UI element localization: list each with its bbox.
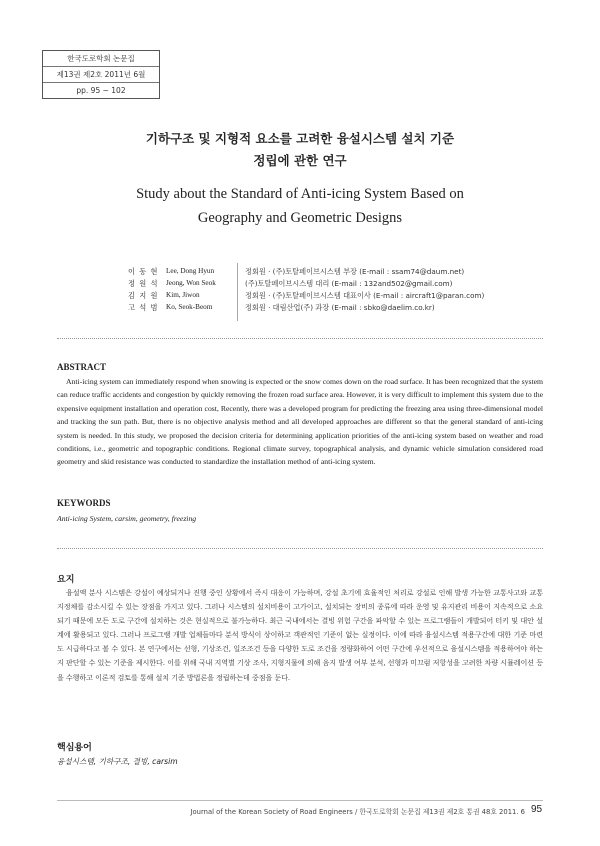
title-korean-line1: 기하구조 및 지형적 요소를 고려한 융설시스템 설치 기준 bbox=[145, 131, 455, 146]
korean-keywords-heading: 핵심용어 bbox=[57, 743, 92, 753]
author-name-ko: 정 원 석 bbox=[128, 279, 159, 288]
keywords-heading: KEYWORDS bbox=[57, 498, 111, 508]
journal-pages: pp. 95 ~ 102 bbox=[43, 82, 159, 98]
author-affiliation: 정회원 · 대림산업(주) 과장 (E-mail : sbko@daelim.co.kr) bbox=[245, 303, 435, 312]
title-english-line1: Study about the Standard of Anti-icing System Based on bbox=[136, 186, 464, 202]
author-name-en: Jeong, Won Seok bbox=[166, 279, 216, 287]
author-name-en: Lee, Dong Hyun bbox=[166, 267, 215, 275]
author-name-ko: 고 석 범 bbox=[128, 303, 159, 312]
page-number: 95 bbox=[531, 804, 543, 815]
author-name-en: Kim, Jiwon bbox=[166, 291, 200, 299]
title-korean-line2: 정립에 관한 연구 bbox=[253, 153, 347, 168]
author-affiliation: (주)토탈페이브시스템 대리 (E-mail : 132and502@gmail.com) bbox=[245, 279, 453, 288]
korean-keywords-text: 융설시스템, 기하구조, 결빙, carsim bbox=[57, 757, 178, 766]
yoji-text: 융설액 분사 시스템은 강설이 예상되거나 진행 중인 상황에서 즉시 대응이 가능하며, 강설 초기에 효율적인 처리로 강설로 인해 발생 가능한 교통사고와 교통 지정체를 감소시킬 수 있는 장점을 가지고 있다. 그러나 시스템의 설치비용이 고가이고, 설치되는 장비의 종류에 따라 운영 및 유지관리 비용이 지속적으로 소요되기 때문에 모든 도로 구간에 설치하는 것은 현실적으로 불가능하다. 최근 국내에서는 결빙 위험 구간을 파악할 수 있는 프로그램들이 개발되어 터키 및 대안 설계에 활용되고 있다. 그러나 프로그램 개발 업체들마다 분석 방식이 상이하고 객관적인 기준이 없는 실정이다. 이에 따라 융설시스템 적용구간에 대한 기준 마련도 시급하다고 볼 수 있다. 본 연구에서는 선형, 기상조건, 일조조건 등을 다양한 도로 조건을 정량화하여 어떤 구간에 우선적으로 융설시스템을 적용하여야 하는지 판단할 수 있는 기준을 제시한다. 이를 위해 국내 지역별 기상 조사, 지형지물에 의해 음지 발생 여부 분석, 선형과 미끄럼 저항성을 고려한 차량 시뮬레이션 등을 수행하고 이론적 검토를 통해 설치 기준 방법론을 정립하는데 중점을 둔다. bbox=[57, 588, 543, 682]
author-affiliation: 정회원 · (주)토탈페이브시스템 부장 (E-mail : ssam74@daum.net) bbox=[245, 267, 465, 276]
abstract-text: Anti-icing system can immediately respond when snowing is expected or the snow comes down on the road surface. It has been recognized that the system can reduce traffic accidents and congestion by quickly removing the frozen road surface area. However, it is very difficult to implement this system due to the expensive equipment installation and operation cost, Recently, there was a developed program for predicting the freezing area using three-dimensional model and tracking the sun path. But, there is no objective analysis method and all developed approaches are different so that the general standard of anti-icing system is needed. In this study, we proposed the decision criteria for determining application priorities of the anti-icing system based on weather and road conditions, i.e., geometric and topographic conditions. Regional climate survey, topographical analysis, and dynamic vehicle simulation considered road geometry and skid resistance was conducted to standardize the installation method of anti-icing system. bbox=[57, 377, 543, 467]
abstract-heading: ABSTRACT bbox=[57, 362, 107, 372]
yoji-heading: 요지 bbox=[57, 575, 75, 585]
author-name-ko: 김 지 원 bbox=[128, 291, 159, 300]
journal-name: 한국도로학회 논문집 bbox=[67, 54, 135, 63]
footer-rule bbox=[57, 800, 543, 801]
section-divider bbox=[57, 338, 543, 339]
journal-volume: 제13권 제2호 2011년 6월 bbox=[43, 66, 159, 82]
author-name-ko: 이 동 현 bbox=[128, 267, 159, 276]
title-english-line2: Geography and Geometric Designs bbox=[197, 210, 403, 226]
journal-info-box bbox=[42, 50, 160, 99]
author-affiliation: 정회원 · (주)토탈페이브시스템 대표이사 (E-mail : aircraft1@paran.com) bbox=[245, 291, 485, 300]
footer-citation: Journal of the Korean Society of Road Engineers / 한국도로학회 논문집 제13권 제2호 통권 48호 2011. 6 bbox=[190, 808, 525, 816]
keywords-text: Anti-icing System, carsim, geometry, freezing bbox=[57, 514, 197, 523]
section-divider bbox=[57, 548, 543, 549]
author-divider bbox=[237, 263, 238, 321]
author-name-en: Ko, Seok-Beom bbox=[166, 303, 213, 311]
